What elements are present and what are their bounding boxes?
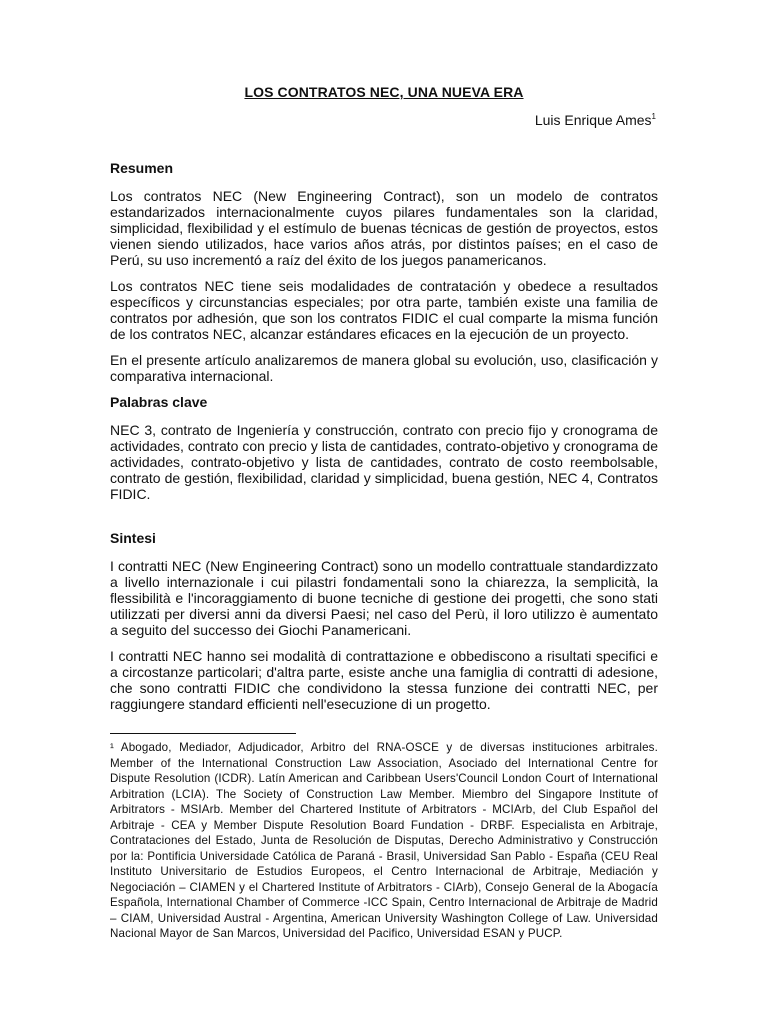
sintesi-heading: Sintesi <box>110 530 156 546</box>
author-line <box>535 112 656 128</box>
palabras-clave-heading: Palabras clave <box>110 394 208 410</box>
author-name: Luis Enrique Ames <box>534 112 652 128</box>
footnote-separator <box>110 733 296 734</box>
document-title: LOS CONTRATOS NEC, UNA NUEVA ERA <box>244 84 524 100</box>
sintesi-paragraph-1: I contratti NEC (New Engineering Contract) sono un modello contrattuale standardizzato a livello internazionale i cui pilastri fondamentali sono la chiarezza, la semplicità, la flessibilità e l'incoraggiamento di buone tecniche di gestione dei progetti, che sono stati utilizzati per diversi anni da diversi Paesi; nel caso del Perù, il loro utilizzo è aumentato a seguito del successo dei Giochi Panamericani. <box>110 558 658 638</box>
resumen-paragraph-3: En el presente artículo analizaremos de manera global su evolución, uso, clasificación y comparativa internacional. <box>110 352 658 384</box>
palabras-clave-text: NEC 3, contrato de Ingeniería y construcción, contrato con precio fijo y cronograma de actividades, contrato con precio y lista de cantidades, contrato-objetivo y cronograma de actividades, contrato-objetivo y lista de cantidades, contrato de costo reembolsable, contrato de gestión, flexibilidad, claridad y simplicidad, buena gestión, NEC 4, Contratos FIDIC. <box>110 422 658 502</box>
resumen-heading: Resumen <box>110 160 174 176</box>
resumen-paragraph-2: Los contratos NEC tiene seis modalidades de contratación y obedece a resultados específicos y circunstancias especiales; por otra parte, también existe una familia de contratos por adhesión, que son los contratos FIDIC el cual comparte la misma función de los contratos NEC, alcanzar estándares eficaces en la ejecución de un proyecto. <box>110 278 658 342</box>
sintesi-paragraph-2: I contratti NEC hanno sei modalità di contrattazione e obbediscono a risultati specifici e a circostanze particolari; d'altra parte, esiste anche una famiglia di contratti di adesione, che sono contratti FIDIC che condividono la stessa funzione dei contratti NEC, per raggiungere standard efficienti nell'esecuzione di un progetto. <box>110 648 658 712</box>
footnote-marker: 1 <box>651 112 656 121</box>
resumen-paragraph-1: Los contratos NEC (New Engineering Contract), son un modelo de contratos estandarizados internacionalmente cuyos pilares fundamentales son la claridad, simplicidad, flexibilidad y el estímulo de buenas técnicas de gestión de proyectos, estos vienen siendo utilizados, hace varios años atrás, por distintos países; en el caso de Perú, su uso incrementó a raíz del éxito de los juegos panamericanos. <box>110 188 658 268</box>
footnote: ¹ Abogado, Mediador, Adjudicador, Arbitro del RNA-OSCE y de diversas instituciones arbitrales. Member of the International Construction Law Association, Asociado del International Centre for Dispute Resolution (ICDR). Latín American and Caribbean Users'Council London Court of International Arbitration (LCIA). The Society of Construction Law Member. Miembro del Singapore Institute of Arbitrators - MSIArb. Member del Chartered Institute of Arbitrators - MCIArb, del Club Español del Arbitraje - CEA y Member Dispute Resolution Board Fundation - DRBF. Especialista en Arbitraje, Contrataciones del Estado, Junta de Resolución de Disputas, Derecho Administrativo y Construcción por la: Pontificia Universidade Católica de Paraná - Brasil, Universidad San Pablo - España (CEU Real Instituto Universitario de Estudios Europeos, el Centro Internacional de Arbitraje, Mediación y Negociación – CIAMEN y el Chartered Institute of Arbitrators - CIArb), Consejo General de la Abogacía Española, International Chamber of Commerce -ICC Spain, Centro Internacional de Arbitraje de Madrid – CIAM, Universidad Austral - Argentina, American University Washington College of Law. Universidad Nacional Mayor de San Marcos, Universidad del Pacifico, Universidad ESAN y PUCP. <box>110 741 658 940</box>
document-body <box>110 160 658 722</box>
